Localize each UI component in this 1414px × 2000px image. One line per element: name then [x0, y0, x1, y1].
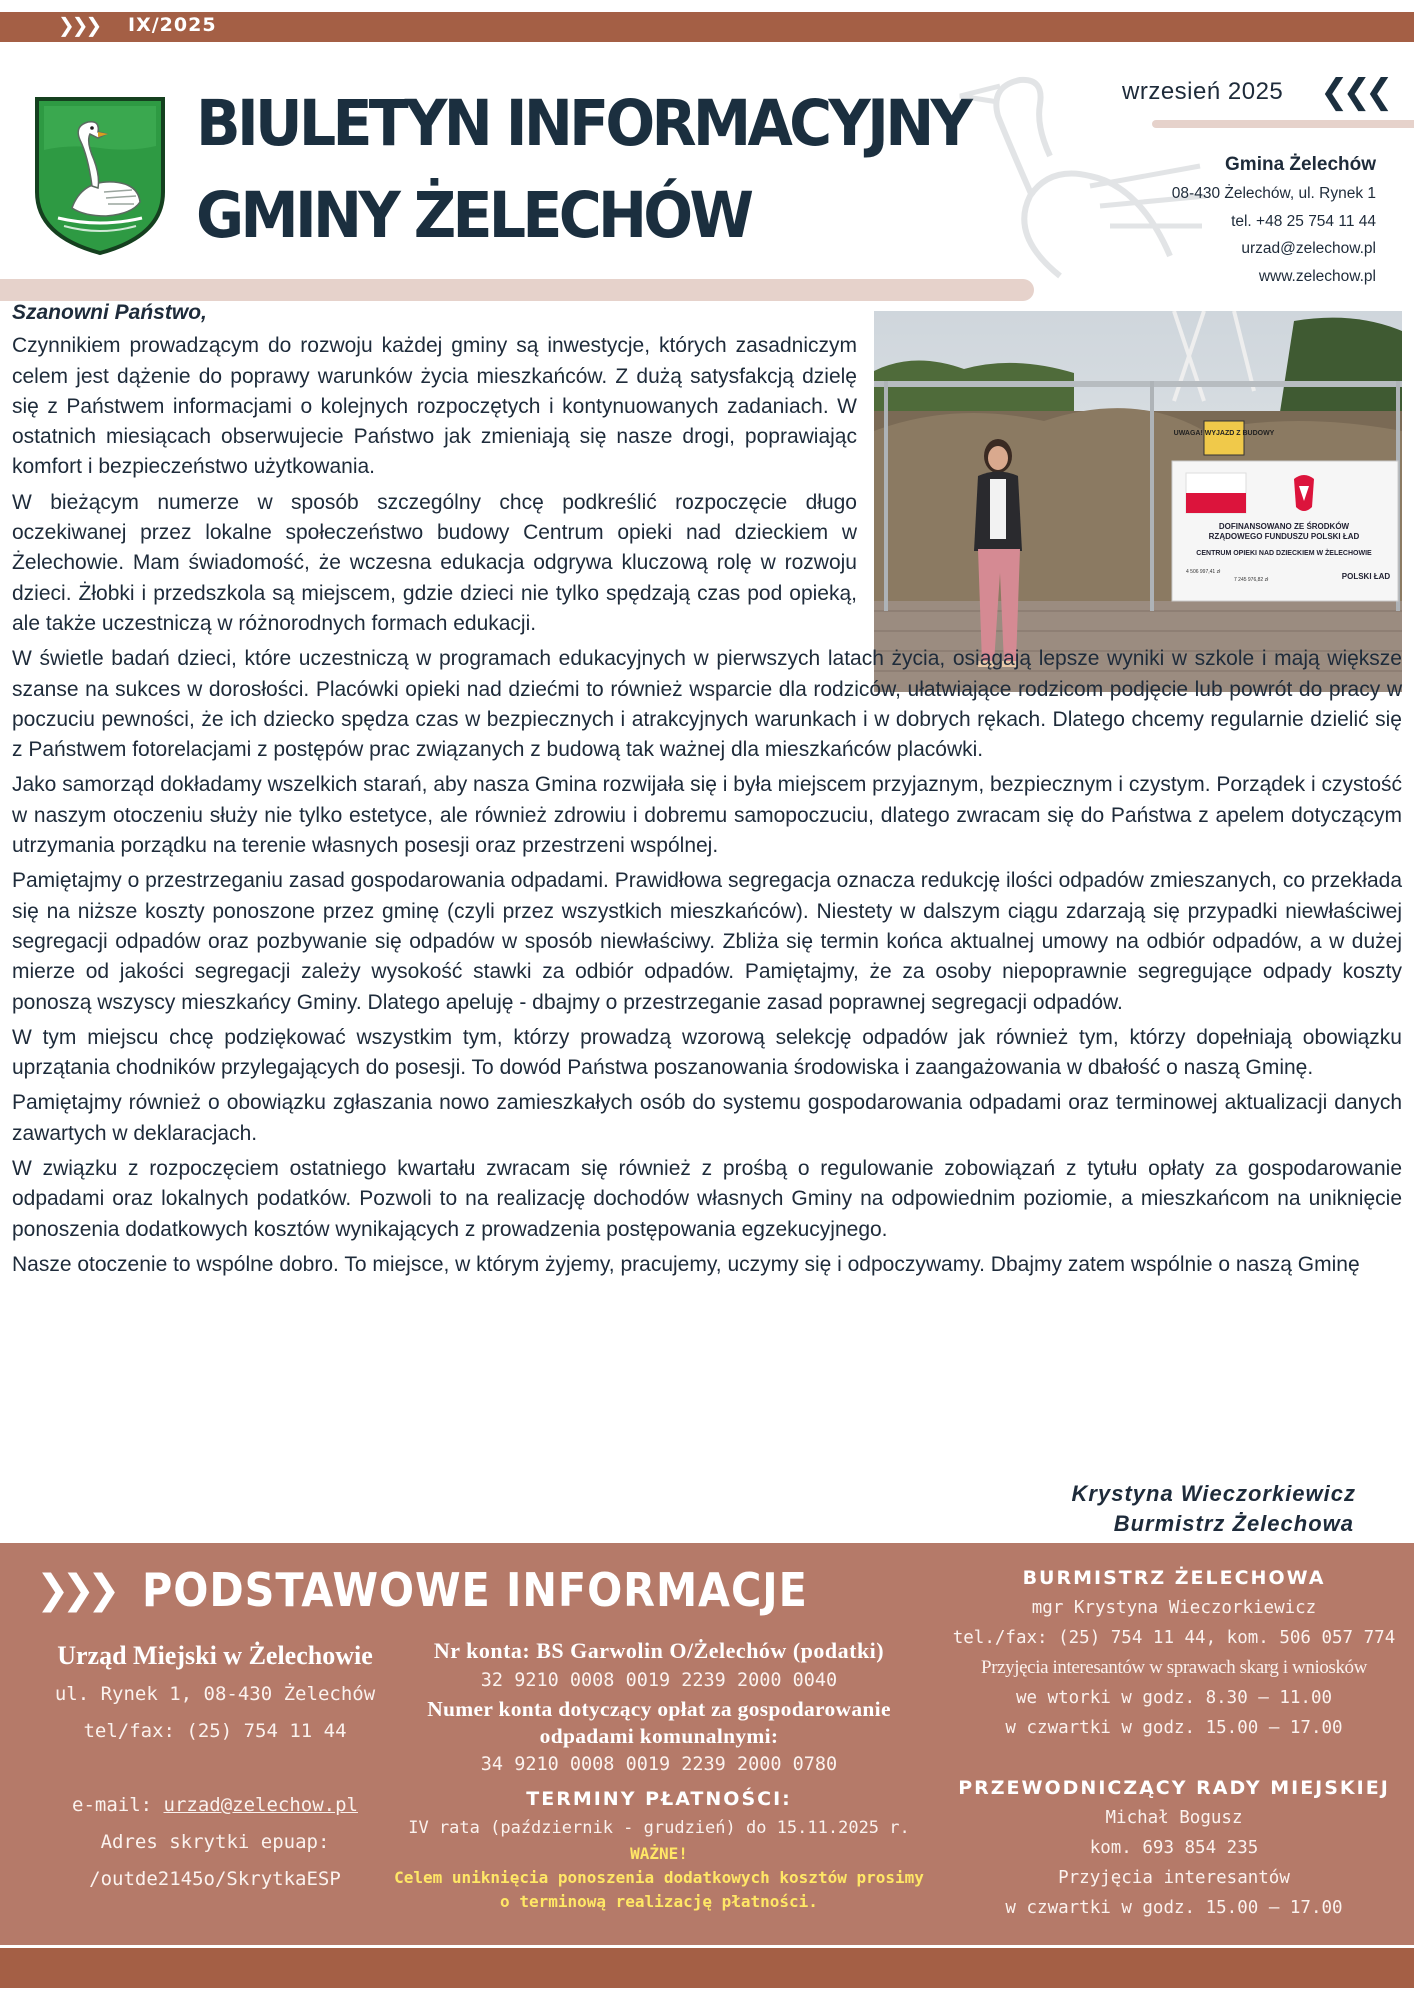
- signature: [1072, 1479, 1356, 1539]
- mayor-hours-1: we wtorki w godz. 8.30 – 11.00: [1015, 1688, 1333, 1708]
- office-email-label: e-mail:: [72, 1794, 164, 1816]
- payment-terms-text: IV rata (październik - grudzień) do 15.11.2025 r.: [408, 1818, 910, 1838]
- office-email-row: [40, 1787, 390, 1824]
- info-title: [36, 1563, 882, 1617]
- article-greeting: Szanowni Państwo,: [12, 301, 207, 324]
- title-line-1: BIULETYN INFORMACYJNY: [196, 87, 970, 160]
- contact-email[interactable]: urzad@zelechow.pl: [1241, 240, 1376, 257]
- article-paragraph-9: Nasze otoczenie to wspólne dobro. To miejsce, w którym żyjemy, pracujemy, uczymy się i odpoczywamy. Dbajmy zatem wspólnie o naszą Gminę: [12, 1252, 1360, 1276]
- chevrons-right-icon: ❯❯❯: [58, 13, 100, 37]
- warning-sign-text: UWAGA! WYJAZD Z BUDOWY: [1173, 430, 1275, 437]
- bulletin-title: [196, 78, 969, 262]
- tax-account-label: Nr konta: BS Garwolin O/Żelechów (podatki): [433, 1638, 885, 1663]
- editorial-article: [12, 298, 1402, 1280]
- office-email-link[interactable]: urzad@zelechow.pl: [163, 1794, 358, 1816]
- office-phone: tel/fax: (25) 754 11 44: [83, 1720, 347, 1742]
- important-label: WAŻNE!: [630, 1844, 688, 1863]
- info-title-text: PODSTAWOWE INFORMACJE: [142, 1563, 808, 1617]
- office-info: [40, 1636, 390, 1898]
- council-heading: PRZEWODNICZĄCY RADY MIEJSKIEJ: [958, 1777, 1390, 1799]
- contact-address: 08-430 Żelechów, ul. Rynek 1: [1171, 185, 1376, 202]
- waste-account-label: Numer konta dotyczący opłat za gospodarowanie odpadami komunalnymi:: [427, 1697, 891, 1748]
- top-bar: [0, 12, 1414, 42]
- coat-of-arms-logo: [34, 96, 166, 256]
- article-paragraph-3: W świetle badań dzieci, które uczestniczą w programach edukacyjnych w pierwszych latach życia, osiągają lepsze wyniki w szkole i mają większe szanse na sukces w dorosłości. Placówki opieki nad dziećmi to również wsparcie dla rodziców, ułatwiające rodzicom podjęcie lub powrót do pracy w poczuciu pewności, że ich dziecko spędza czas w bezpiecznych i atrakcyjnych warunkach i w dobrych rękach. Dlatego chcemy regularnie dzielić się z Państwem fotorelacjami z postępów prac związanych z budową tak ważnej dla mieszkańców placówki.: [12, 647, 1402, 762]
- article-paragraph-6: W tym miejscu chcę podziękować wszystkim tym, którzy prowadzą wzorową selekcję odpadów jak również tym, którzy dopełniają obowiązku uprzątania chodników przylegających do posesji. To dowód Państwa poszanowania środowiska i zaangażowania w dbałość o naszą Gminę.: [12, 1025, 1402, 1080]
- article-paragraph-4: Jako samorząd dokładamy wszelkich starań, aby nasza Gmina rozwijała się i była miejscem przyjaznym, bezpiecznym i czystym. Porządek i czystość w naszym otoczeniu służy nie tylko estetyce, ale również zdrowiu i dobremu samopoczuciu, dlatego zwracam się do Państwa z apelem dotyczącym utrzymania porządku na terenie własnych posesji oraz przestrzeni wspólnej.: [12, 773, 1402, 858]
- signature-role: Burmistrz Żelechowa: [1113, 1511, 1354, 1536]
- bottom-bar: [0, 1948, 1414, 1988]
- council-name: Michał Bogusz: [1105, 1808, 1243, 1828]
- board-amount-1: 4 506 997,41 zł: [1186, 569, 1221, 575]
- spacer: [940, 1743, 1408, 1773]
- issue-number: IX/2025: [128, 14, 217, 36]
- office-address: ul. Rynek 1, 08-430 Żelechów: [54, 1683, 376, 1705]
- spacer: [40, 1750, 390, 1787]
- office-epuap-label: Adres skrytki epuap:: [100, 1831, 330, 1853]
- office-epuap: /outde2145o/SkrytkaESP: [89, 1868, 341, 1890]
- article-paragraph-8: W związku z rozpoczęciem ostatniego kwartału zwracam się również z prośbą o regulowanie zobowiązań z tytułu opłaty za gospodarowanie odpadami oraz lokalnych podatków. Pozwoli to na realizację dochodów własnych Gminy na odpowiednim poziomie, a mieszkańcom na uniknięcie ponoszenia dodatkowych kosztów wynikających z prowadzenia postępowania egzekucyjnego.: [12, 1157, 1402, 1241]
- mayor-hours-2: w czwartki w godz. 15.00 – 17.00: [1005, 1718, 1343, 1738]
- issue-date: wrzesień 2025: [1122, 78, 1284, 105]
- council-hours-label: Przyjęcia interesantów: [1058, 1868, 1290, 1888]
- mayor-heading: BURMISTRZ ŻELECHOWA: [1022, 1567, 1326, 1589]
- council-hours: w czwartki w godz. 15.00 – 17.00: [1005, 1898, 1343, 1918]
- contact-www[interactable]: www.zelechow.pl: [1258, 267, 1376, 285]
- article-paragraph-5: Pamiętajmy o przestrzeganiu zasad gospodarowania odpadami. Prawidłowa segregacja oznacza redukcję ilości odpadów zmieszanych, co przekłada się na niższe koszty ponoszone przez gminę (czyli przez wszystkich mieszkańców). Niestety w dalszym ciągu zdarzają się przypadki niewłaściwej segregacji odpadów oraz pozbywanie się odpadów w sposób niewłaściwy. Zbliża się termin końca aktualnej umowy na odbiór odpadów, a w dużej mierze od jakości segregacji zależy wysokość stawki za odbiór odpadów. Pamiętajmy, że za osoby niepoprawnie segregujące odpady koszty ponoszą wszyscy mieszkańcy Gminy. Dlatego apeluję - dbajmy o przestrzeganie zasad poprawnej segregacji odpadów.: [12, 869, 1402, 1014]
- mayor-name: mgr Krystyna Wieczorkiewicz: [1031, 1598, 1317, 1618]
- board-line-1: DOFINANSOWANO ZE ŚRODKÓW: [1218, 522, 1350, 531]
- board-logo-text: POLSKI ŁAD: [1341, 572, 1391, 581]
- accounts-info: [394, 1636, 924, 1914]
- article-paragraph-2: W bieżącym numerze w sposób szczególny chcę podkreślić rozpoczęcie długo oczekiwanej przez lokalne społeczeństwo budowy Centrum opieki nad dzieckiem w Żelechowie. Mam świadomość, że wczesna edukacja odgrywa kluczową rolę w rozwoju dzieci. Żłobki i przedszkola są miejscem, gdzie dzieci nie tylko spędzają czas pod opieką, ale także uczestniczą w różnorodnych formach edukacji.: [12, 490, 857, 635]
- basic-info-section: [0, 1543, 1414, 1945]
- article-paragraph-1: Czynnikiem prowadzącym do rozwoju każdej gminy są inwestycje, których zasadniczym celem jest dążenie do poprawy warunków życia mieszkańców. Z dużą satysfakcją dzielę się z Państwem informacjami o kolejnych rozpoczętych i kontynuowanych zadaniach. W ostatnich miesiącach obserwujecie Państwo jak zmieniają się nasze drogi, poprawiając komfort i bezpieczeństwo użytkowania.: [12, 334, 857, 479]
- officials-info: [940, 1563, 1408, 1923]
- contact-block: [1172, 150, 1376, 290]
- contact-phone: tel. +48 25 754 11 44: [1231, 212, 1376, 230]
- chevrons-left-icon: ❮❮❮: [1320, 72, 1388, 112]
- payment-terms-heading: TERMINY PŁATNOŚCI:: [526, 1788, 792, 1810]
- mayor-hours-label: Przyjęcia interesantów w sprawach skarg i wniosków: [981, 1657, 1367, 1678]
- board-amount-2: 7 245 976,82 zł: [1234, 577, 1269, 583]
- important-text: Celem uniknięcia ponoszenia dodatkowych kosztów prosimy o terminową realizację płatności.: [394, 1868, 924, 1911]
- board-line-2: RZĄDOWEGO FUNDUSZU POLSKI ŁAD: [1208, 532, 1360, 541]
- tax-account-number: 32 9210 0008 0019 2239 2000 0040: [480, 1670, 838, 1691]
- board-line-3: CENTRUM OPIEKI NAD DZIECKIEM W ŻELECHOWIE: [1196, 550, 1372, 557]
- title-line-2: GMINY ŻELECHÓW: [196, 179, 751, 252]
- signature-name: Krystyna Wieczorkiewicz: [1071, 1481, 1356, 1506]
- council-phone: kom. 693 854 235: [1089, 1838, 1259, 1858]
- date-underline: [1152, 120, 1414, 128]
- office-name: Urząd Miejski w Żelechowie: [57, 1641, 373, 1670]
- contact-org: Gmina Żelechów: [1225, 154, 1376, 175]
- chevrons-right-icon: ❯❯❯: [36, 1567, 113, 1613]
- article-paragraph-7: Pamiętajmy również o obowiązku zgłaszania nowo zamieszkałych osób do systemu gospodarowania odpadami oraz terminowej aktualizacji danych zawartych w deklaracjach.: [12, 1091, 1402, 1145]
- mayor-phone: tel./fax: (25) 754 11 44, kom. 506 057 774: [952, 1628, 1396, 1648]
- waste-account-number: 34 9210 0008 0019 2239 2000 0780: [480, 1754, 838, 1775]
